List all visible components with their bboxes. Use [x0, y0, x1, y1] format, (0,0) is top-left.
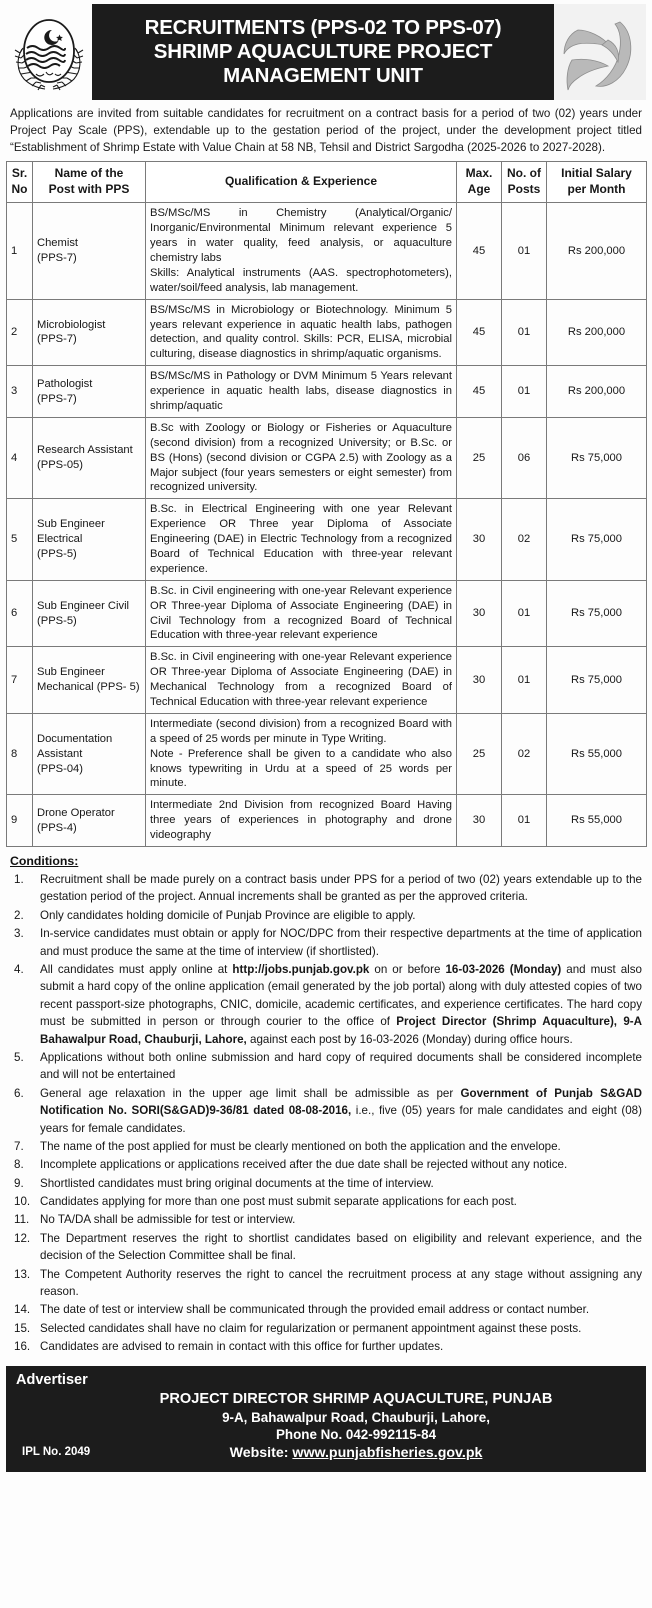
table-row: [7, 417, 647, 498]
condition-text: Only candidates holding domicile of Punjab Province are eligible to apply.: [40, 908, 416, 922]
punjab-government-crest-icon: [12, 9, 86, 95]
cell-sr-no: 8: [7, 713, 33, 794]
condition-item: [10, 1175, 642, 1192]
cell-no-of-posts: 06: [502, 417, 547, 498]
cell-qualification: B.Sc with Zoology or Biology or Fisheries or Aquaculture (second division) from a recognized University; or B.Sc. or BS (Hons) (second division or CGPA 2.5) with Zoology as a Major subject (four years semesters or eight semester) from recognized university.: [146, 417, 457, 498]
salary-line2: per Month: [567, 182, 626, 197]
cell-post-name: Pathologist (PPS-7): [33, 366, 146, 418]
conditions-heading: Conditions:: [10, 854, 79, 869]
cell-no-of-posts: 01: [502, 647, 547, 714]
salary-line1: Initial Salary: [561, 166, 632, 181]
cell-initial-salary: Rs 200,000: [547, 203, 647, 299]
cell-no-of-posts: 01: [502, 580, 547, 647]
condition-text: Candidates applying for more than one post must submit separate applications for each post.: [40, 1195, 517, 1209]
condition-item: [10, 1211, 642, 1228]
condition-emphasis: Project Director (Shrimp Aquaculture), 9-A Bahawalpur Road, Chauburji, Lahore,: [40, 1015, 642, 1046]
cell-max-age: 30: [457, 795, 502, 847]
title-line-1: RECRUITMENTS (PPS-02 TO PPS-07): [144, 15, 502, 39]
cell-qualification: Intermediate (second division) from a recognized Board with a speed of 25 words per minute in Type Writing. Note - Preference shall be given to a candidate who also knows typewriting in Urdu at a speed of 25 words per minute.: [146, 713, 457, 794]
cell-max-age: 30: [457, 647, 502, 714]
condition-item: [10, 1320, 642, 1337]
table-row: [7, 647, 647, 714]
max-age-line1: Max.: [465, 166, 493, 181]
jobs-table: [6, 161, 647, 847]
condition-text: Shortlisted candidates must bring original documents at the time of interview.: [40, 1176, 434, 1190]
table-header-row: [7, 162, 647, 203]
cell-post-name: Sub Engineer Electrical (PPS-5): [33, 499, 146, 580]
condition-text: General age relaxation in the upper age limit shall be admissible as per: [40, 1086, 461, 1100]
cell-max-age: 25: [457, 713, 502, 794]
post-name-line2: Post with PPS: [48, 182, 130, 197]
intro-paragraph: Applications are invited from suitable candidates for recruitment on a contract basis for a period of two (02) years under Project Pay Scale (PPS), extendable up to the gestation period of the project, under the development project titled “Establishment of Shrimp Estate with Value Chain at 58 NB, Tehsil and District Sargodha (2025-2026 to 2027-2028).: [10, 107, 642, 154]
condition-item: [10, 1085, 642, 1137]
no-of-posts-line2: Posts: [507, 182, 541, 197]
column-header-post-name: [33, 162, 146, 203]
cell-initial-salary: Rs 75,000: [547, 417, 647, 498]
table-row: [7, 795, 647, 847]
advertiser-label: Advertiser: [16, 1371, 88, 1388]
cell-initial-salary: Rs 200,000: [547, 366, 647, 418]
cell-qualification: BS/MSc/MS in Chemistry (Analytical/Organic/ Inorganic/Environmental Minimum relevant experience 5 years in water quality, feed analysis, or aquaculture chemistry labs Skills: Analytical instruments (AAS. spectrophotometers), water/soil/feed analysis, lab management.: [146, 203, 457, 299]
cell-qualification: BS/MSc/MS in Microbiology or Biotechnology. Minimum 5 years relevant experience in aquatic health labs, pathogen detection, and quality control. Skills: PCR, ELISA, microbial culturing, disease diagnostics in shrimp/aquatic organisms.: [146, 299, 457, 366]
page-header: [6, 4, 646, 100]
cell-post-name: Research Assistant (PPS-05): [33, 417, 146, 498]
cell-max-age: 30: [457, 499, 502, 580]
condition-text: Recruitment shall be made purely on a contract basis under PPS for a period of two (02) years extendable up to the gestation period of the project. Annual increments shall be granted as per the approved criteria.: [40, 873, 642, 904]
condition-item: [10, 961, 642, 1048]
cell-max-age: 45: [457, 366, 502, 418]
advertiser-website-row: [76, 1444, 636, 1462]
condition-item: [10, 907, 642, 924]
condition-text: The date of test or interview shall be communicated through the provided email address or contact number.: [40, 1303, 590, 1317]
cell-initial-salary: Rs 75,000: [547, 647, 647, 714]
condition-text: The name of the post applied for must be clearly mentioned on both the application and the envelope.: [40, 1139, 561, 1153]
cell-post-name: Sub Engineer Mechanical (PPS- 5): [33, 647, 146, 714]
cell-initial-salary: Rs 55,000: [547, 713, 647, 794]
ipl-number: IPL No. 2049: [22, 1446, 91, 1459]
cell-no-of-posts: 02: [502, 499, 547, 580]
condition-emphasis: 16-03-2026 (Monday): [445, 962, 562, 976]
condition-item: [10, 1230, 642, 1265]
website-link[interactable]: www.punjabfisheries.gov.pk: [292, 1444, 483, 1461]
condition-text: and must also submit a hard copy of the online application (email generated by the job portal) along with duly attested copies of two recent passport-size photographs, CNIC, domicile, academic certificates, and experience certificates. The hard copy must be submitted in person or through courier to the office of: [40, 962, 643, 1029]
title-line-3: MANAGEMENT UNIT: [223, 64, 423, 88]
condition-text: against each post by 16-03-2026 (Monday) during office hours.: [246, 1032, 573, 1046]
condition-text: on or before: [369, 962, 446, 976]
condition-text: i.e., five (05) years for male candidates and eight (08) years for female candidates.: [40, 1104, 642, 1135]
column-header-max-age: [457, 162, 502, 203]
cell-sr-no: 4: [7, 417, 33, 498]
condition-text: The Department reserves the right to shortlist candidates based on eligibility and relevant experience, and the decision of the Selection Committee shall be final.: [40, 1231, 642, 1263]
table-row: [7, 499, 647, 580]
advertiser-name: PROJECT DIRECTOR SHRIMP AQUACULTURE, PUNJAB: [159, 1390, 553, 1407]
cell-sr-no: 7: [7, 647, 33, 714]
table-row: [7, 713, 647, 794]
jobs-table-body: [7, 203, 647, 847]
condition-item: [10, 1138, 642, 1155]
table-row: [7, 580, 647, 647]
condition-item: [10, 1156, 642, 1173]
cell-sr-no: 2: [7, 299, 33, 366]
no-of-posts-line1: No. of: [507, 166, 541, 181]
condition-emphasis: Government of Punjab S&GAD Notification No. SORI(S&GAD)9-36/81 dated 08-08-2016,: [40, 1086, 642, 1118]
cell-no-of-posts: 01: [502, 795, 547, 847]
condition-text: In-service candidates must obtain or apply for NOC/DPC from their respective departments at the time of application and must produce the same at the time of interview (if shortlisted).: [40, 927, 642, 958]
cell-no-of-posts: 01: [502, 203, 547, 299]
cell-initial-salary: Rs 75,000: [547, 580, 647, 647]
condition-item: [10, 1049, 642, 1084]
cell-qualification: Intermediate 2nd Division from recognized Board Having three years of experiences in photography and drone videography: [146, 795, 457, 847]
cell-post-name: Drone Operator (PPS-4): [33, 795, 146, 847]
cell-post-name: Sub Engineer Civil (PPS-5): [33, 580, 146, 647]
cell-qualification: B.Sc. in Civil engineering with one-year Relevant experience OR Three-year Diploma of Associate Engineering (DAE) in Mechanical Technology from a recognized Board of Technical Education with three-year relevant experience: [146, 647, 457, 714]
condition-text: Candidates are advised to remain in contact with this office for further updates.: [40, 1340, 444, 1354]
condition-item: [10, 1193, 642, 1210]
advertiser-footer: [6, 1366, 646, 1473]
cell-no-of-posts: 01: [502, 299, 547, 366]
cell-post-name: Documentation Assistant (PPS-04): [33, 713, 146, 794]
table-row: [7, 299, 647, 366]
cell-sr-no: 5: [7, 499, 33, 580]
cell-sr-no: 9: [7, 795, 33, 847]
title-banner: [92, 4, 554, 100]
post-name-line1: Name of the: [54, 166, 124, 181]
cell-sr-no: 3: [7, 366, 33, 418]
column-header-initial-salary: [547, 162, 647, 203]
shrimp-logo-container: [554, 4, 646, 100]
title-line-2: SHRIMP AQUACULTURE PROJECT: [153, 39, 493, 63]
condition-text: Applications without both online submission and hard copy of required documents shall be considered incomplete and will not be entertained: [40, 1050, 642, 1082]
condition-text: Incomplete applications or applications received after the due date shall be rejected without any notice.: [40, 1158, 568, 1172]
crest-container: [6, 4, 92, 100]
condition-item: [10, 925, 642, 960]
condition-text: Selected candidates shall have no claim for regularization or permanent appointment against these posts.: [40, 1321, 582, 1335]
cell-qualification: B.Sc. in Electrical Engineering with one year Relevant Experience OR Three year Diploma of Associate Engineering (DAE) in Electric Technology from a recognized Board of Technical Education with three-year relevant experience.: [146, 499, 457, 580]
condition-item: [10, 1338, 642, 1355]
cell-qualification: BS/MSc/MS in Pathology or DVM Minimum 5 Years relevant experience in aquatic health labs, disease diagnostics in shrimp/aquatic: [146, 366, 457, 418]
cell-no-of-posts: 01: [502, 366, 547, 418]
condition-item: [10, 871, 642, 906]
sr-no-line2: No: [11, 182, 28, 197]
cell-sr-no: 6: [7, 580, 33, 647]
condition-text: The Competent Authority reserves the right to cancel the recruitment process at any stage without assigning any reason.: [40, 1267, 642, 1299]
cell-initial-salary: Rs 200,000: [547, 299, 647, 366]
cell-post-name: Microbiologist (PPS-7): [33, 299, 146, 366]
sr-no-line1: Sr.: [11, 166, 28, 181]
condition-text: No TA/DA shall be admissible for test or interview.: [40, 1213, 296, 1227]
cell-max-age: 45: [457, 203, 502, 299]
max-age-line2: Age: [467, 182, 491, 197]
condition-item: [10, 1301, 642, 1318]
cell-initial-salary: Rs 75,000: [547, 499, 647, 580]
cell-max-age: 30: [457, 580, 502, 647]
table-row: [7, 366, 647, 418]
shrimp-logo-icon: [558, 10, 642, 94]
cell-qualification: B.Sc. in Civil engineering with one-year Relevant experience OR Three-year Diploma of Associate Engineering (DAE) in Civil Technology from a recognized Board of Technical Education with three-year relevant experience: [146, 580, 457, 647]
cell-initial-salary: Rs 55,000: [547, 795, 647, 847]
advertiser-address: 9-A, Bahawalpur Road, Chauburji, Lahore,: [222, 1409, 490, 1425]
cell-max-age: 25: [457, 417, 502, 498]
website-label: Website:: [229, 1444, 293, 1461]
table-row: [7, 203, 647, 299]
cell-no-of-posts: 02: [502, 713, 547, 794]
column-header-sr-no: [7, 162, 33, 203]
advertiser-address-block: [76, 1390, 636, 1462]
condition-item: [10, 1266, 642, 1301]
cell-post-name: Chemist (PPS-7): [33, 203, 146, 299]
column-header-qualification: Qualification & Experience: [146, 162, 457, 203]
cell-max-age: 45: [457, 299, 502, 366]
conditions-list: [6, 871, 646, 1356]
column-header-no-of-posts: [502, 162, 547, 203]
advertiser-phone: Phone No. 042-992115-84: [275, 1427, 437, 1443]
condition-emphasis: http://jobs.punjab.gov.pk: [232, 962, 370, 976]
cell-sr-no: 1: [7, 203, 33, 299]
condition-text: All candidates must apply online at: [40, 962, 233, 976]
